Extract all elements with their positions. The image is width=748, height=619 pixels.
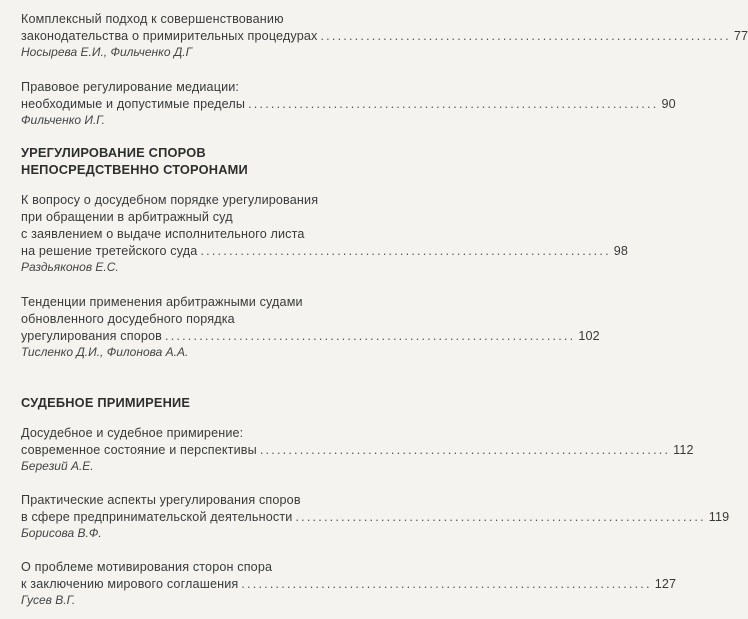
toc-entry[interactable]: [21, 192, 629, 275]
toc-entry[interactable]: [21, 11, 748, 60]
page-number: 77: [733, 29, 748, 43]
entry-author: Раздьяконов Е.С.: [21, 260, 119, 274]
section-heading-line: НЕПОСРЕДСТВЕННО СТОРОНАМИ: [21, 162, 248, 177]
dot-leader: ........................................................................: [248, 97, 659, 111]
entry-author: Борисова В.Ф.: [21, 526, 102, 540]
dot-leader: ........................................................................: [320, 29, 731, 43]
entry-title-line: Досудебное и судебное примирение:: [21, 426, 244, 440]
toc-entry[interactable]: [21, 559, 677, 608]
entry-title-line: при обращении в арбитражный суд: [21, 210, 233, 224]
page-number: 127: [654, 577, 677, 591]
entry-title-line: к заключению мирового соглашения: [21, 577, 239, 591]
entry-title-line: Комплексный подход к совершенствованию: [21, 12, 284, 26]
section-heading: [21, 144, 429, 178]
entry-title-last-line: [21, 328, 600, 345]
entry-author: Носырева Е.И., Фильченко Д.Г: [21, 45, 193, 59]
entry-title-last-line: [21, 509, 730, 526]
dot-leader: ........................................................................: [295, 510, 706, 524]
entry-title-last-line: [21, 442, 694, 459]
page-number: 90: [661, 97, 676, 111]
entry-title-last-line: [21, 28, 748, 45]
dot-leader: ........................................................................: [200, 244, 611, 258]
entry-author: Березий А.Е.: [21, 459, 94, 473]
entry-title-line: Тенденции применения арбитражными судами: [21, 295, 303, 309]
entry-author: Гусев В.Г.: [21, 593, 76, 607]
dot-leader: ........................................................................: [241, 577, 652, 591]
toc-entry[interactable]: [21, 492, 730, 541]
entry-title-line: на решение третейского суда: [21, 244, 198, 258]
entry-title-line: Практические аспекты урегулирования споров: [21, 493, 301, 507]
entry-title-line: с заявлением о выдаче исполнительного листа: [21, 227, 305, 241]
entry-title-line: О проблеме мотивирования сторон спора: [21, 560, 273, 574]
toc-entry[interactable]: [21, 294, 600, 360]
page-number: 119: [708, 510, 730, 524]
entry-title-line: Правовое регулирование медиации:: [21, 80, 240, 94]
entry-author: Тисленко Д.И., Филонова А.А.: [21, 345, 189, 359]
entry-title-last-line: [21, 576, 677, 593]
entry-title-line: необходимые и допустимые пределы: [21, 97, 246, 111]
section-heading-line: СУДЕБНОЕ ПРИМИРЕНИЕ: [21, 395, 191, 410]
section-heading-line: УРЕГУЛИРОВАНИЕ СПОРОВ: [21, 145, 206, 160]
entry-title-line: обновленного досудебного порядка: [21, 312, 235, 326]
toc-entry[interactable]: [21, 425, 694, 474]
entry-title-line: урегулирования споров: [21, 329, 162, 343]
entry-title-line: современное состояние и перспективы: [21, 443, 257, 457]
page-number: 112: [673, 443, 694, 457]
entry-title-line: законодательства о примирительных процедурах: [21, 29, 318, 43]
page-number: 102: [578, 329, 600, 343]
toc-entry[interactable]: [21, 79, 676, 128]
entry-title-last-line: [21, 96, 676, 113]
dot-leader: ........................................................................: [165, 329, 576, 343]
dot-leader: ........................................................................: [259, 443, 671, 457]
entry-title-line: в сфере предпринимательской деятельности: [21, 510, 293, 524]
entry-title-line: К вопросу о досудебном порядке урегулирования: [21, 193, 319, 207]
section-heading: [21, 394, 429, 411]
entry-title-last-line: [21, 243, 629, 260]
entry-author: Фильченко И.Г.: [21, 113, 105, 127]
page-number: 98: [613, 244, 629, 258]
